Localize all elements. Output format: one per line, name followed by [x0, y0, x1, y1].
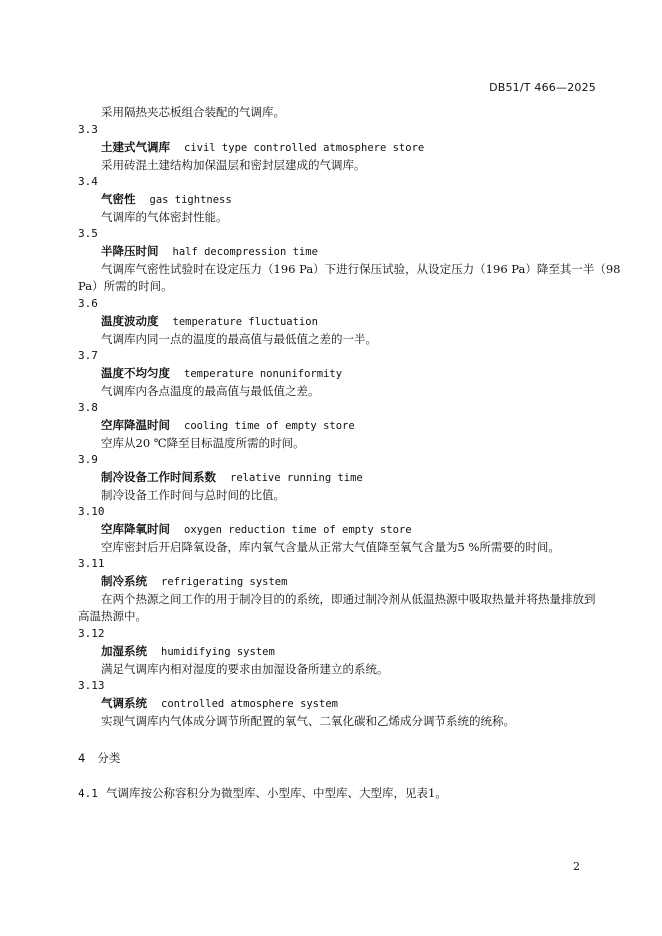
term-number: 3.10: [78, 505, 105, 518]
clause-text: 气调库按公称容积分为微型库、小型库、中型库、大型库，见表1。: [106, 786, 447, 800]
term-chinese: 空库降温时间: [101, 418, 170, 433]
term-number: 3.13: [78, 679, 105, 692]
term-english: cooling time of empty store: [184, 420, 355, 433]
term-definition: 气调库内各点温度的最高值与最低值之差。: [101, 383, 320, 398]
term-english: civil type controlled atmosphere store: [184, 142, 425, 155]
section-title: 分类: [97, 751, 121, 765]
term-heading: [101, 191, 232, 208]
clause-4-1: [78, 785, 447, 802]
term-definition: 空库从20 ℃降至目标温度所需的时间。: [101, 435, 305, 450]
term-english: temperature fluctuation: [172, 316, 318, 329]
term-chinese: 加湿系统: [101, 644, 147, 659]
term-english: oxygen reduction time of empty store: [184, 524, 412, 537]
document-code: DB51/T 466—2025: [489, 81, 596, 94]
term-number: 3.7: [78, 349, 98, 362]
term-chinese: 气密性: [101, 192, 136, 207]
page-number: 2: [573, 860, 580, 873]
clause-number: 4.1: [78, 787, 98, 800]
term-english: controlled atmosphere system: [161, 698, 339, 711]
term-heading: [101, 469, 363, 486]
term-definition: 在两个热源之间工作的用于制冷目的的系统，即通过制冷剂从低温热源中吸取热量并将热量排放到: [101, 591, 596, 606]
term-chinese: 温度不均匀度: [101, 366, 170, 381]
term-heading: [101, 521, 412, 538]
term-number: 3.6: [78, 297, 98, 310]
section-number: 4: [78, 751, 86, 765]
term-number: 3.5: [78, 227, 98, 240]
term-chinese: 制冷系统: [101, 574, 147, 589]
definition-continuation: 采用隔热夹芯板组合装配的气调库。: [101, 105, 285, 119]
term-heading: [101, 243, 318, 260]
term-english: temperature nonuniformity: [184, 368, 343, 381]
term-heading: [101, 365, 342, 382]
term-heading: [101, 573, 287, 590]
term-definition: 满足气调库内相对湿度的要求由加湿设备所建立的系统。: [101, 661, 389, 676]
term-number: 3.8: [78, 401, 98, 414]
term-chinese: 土建式气调库: [101, 140, 170, 155]
term-english: relative running time: [230, 472, 363, 485]
term-number: 3.12: [78, 627, 105, 640]
term-number: 3.11: [78, 557, 105, 570]
term-heading: [101, 417, 355, 434]
term-definition: 气调库内同一点的温度的最高值与最低值之差的一半。: [101, 331, 377, 346]
term-english: refrigerating system: [161, 576, 288, 589]
term-number: 3.9: [78, 453, 98, 466]
term-heading: [101, 643, 275, 660]
term-number: 3.4: [78, 175, 98, 188]
term-chinese: 气调系统: [101, 696, 147, 711]
term-heading: [101, 313, 318, 330]
term-definition: 实现气调库内气体成分调节所配置的氧气、二氧化碳和乙烯成分调节系统的统称。: [101, 713, 515, 728]
term-number: 3.3: [78, 123, 98, 136]
term-chinese: 制冷设备工作时间系数: [101, 470, 216, 485]
term-definition: 空库密封后开启降氧设备，库内氧气含量从正常大气值降至氧气含量为5 %所需要的时间。: [101, 539, 560, 554]
term-chinese: 半降压时间: [101, 244, 159, 259]
term-definition: 气调库气密性试验时在设定压力（196 Pa）下进行保压试验，从设定压力（196 Pa）降至其一半（98: [101, 261, 621, 276]
term-heading: [101, 139, 424, 156]
term-chinese: 空库降氧时间: [101, 522, 170, 537]
term-english: humidifying system: [161, 646, 275, 659]
term-definition: 制冷设备工作时间与总时间的比值。: [101, 487, 285, 502]
term-chinese: 温度波动度: [101, 314, 159, 329]
term-english: gas tightness: [149, 194, 232, 207]
term-definition: Pa）所需的时间。: [78, 278, 173, 293]
section-heading: [78, 750, 120, 766]
term-definition: 高温热源中。: [78, 608, 147, 623]
term-heading: [101, 695, 338, 712]
term-english: half decompression time: [172, 246, 318, 259]
term-definition: 气调库的气体密封性能。: [101, 209, 228, 224]
term-definition: 采用砖混土建结构加保温层和密封层建成的气调库。: [101, 157, 366, 172]
